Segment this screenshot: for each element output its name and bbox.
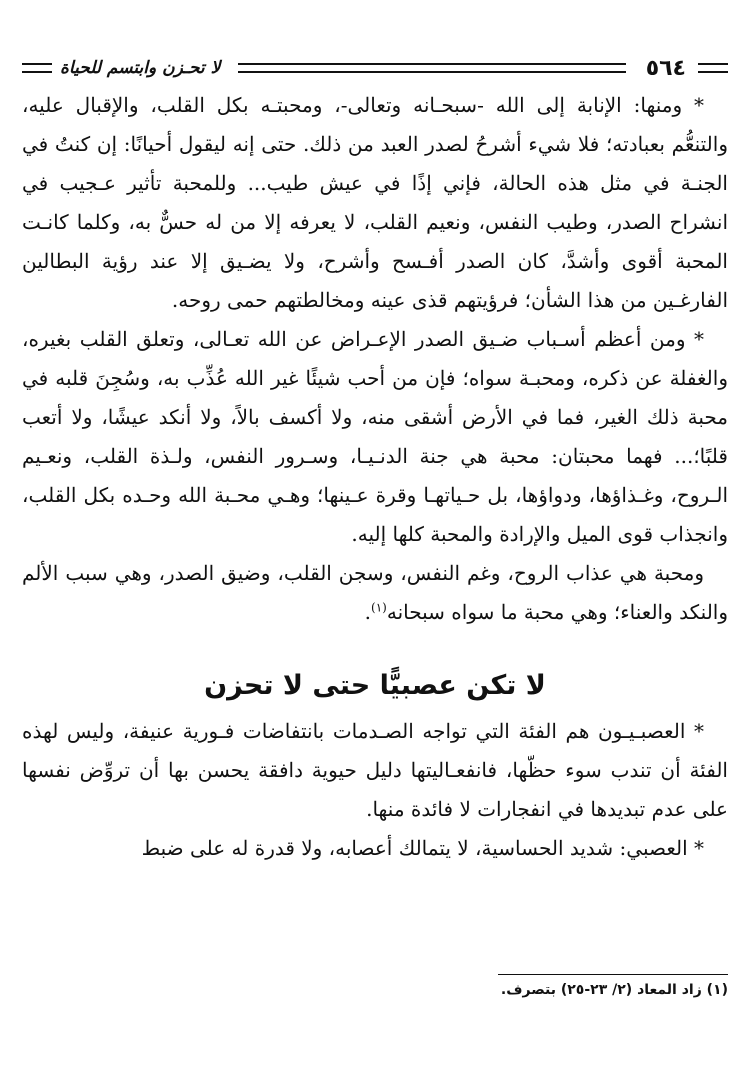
- page-number: ٥٦٤: [645, 55, 686, 81]
- book-page: [22, 40, 728, 1070]
- header-left-bars: [22, 63, 52, 73]
- section-heading: لا تكن عصبيًّا حتى لا تحزن: [204, 670, 546, 701]
- footnote-divider: [498, 974, 728, 975]
- paragraph-end: .: [364, 600, 372, 624]
- paragraph: [22, 554, 728, 632]
- page-header: [22, 50, 728, 86]
- footnote-marker: (١): [371, 600, 387, 615]
- paragraph: * العصبـيـون هم الفئة التي تواجه الصـدمات بانتفاضات فـورية عنيفة، وليس لهذه الفئة أن تندب سوء حظّها، فانفعـاليتها دليل حيوية دافقة يحسن بها أن تروِّض نفسها على عدم تبديدها في انفجارات لا فائدة منها.: [22, 719, 728, 821]
- running-title: لا تحـزن وابتسم للحياة: [60, 58, 221, 78]
- main-text: [22, 86, 728, 868]
- header-rule: [238, 63, 625, 73]
- footnote: (١) زاد المعاد (٢/ ٢٣-٢٥) بتصرف.: [500, 982, 728, 998]
- header-right-bars: [698, 63, 728, 73]
- paragraph: * العصبي: شديد الحساسية، لا يتمالك أعصابه، ولا قدرة له على ضبط: [141, 836, 704, 860]
- paragraph-text: ومحبة هي عذاب الروح، وغم النفس، وسجن القلب، وضيق الصدر، وهي سبب الألم والنكد والعناء؛ وهي محبة ما سواه سبحانه: [22, 561, 728, 624]
- paragraph: * ومنها: الإنابة إلى الله -سبحـانه وتعالى-، ومحبتـه بكل القلب، والإقبال عليه، والتنعُّم بعبادته؛ فلا شيء أشرحُ لصدر العبد من ذلك. حتى إنه ليقول أحيانًا: إن كنتُ في الجنـة في مثل هذه الحالة، فإني إذًا في عيش طيب... وللمحبة تأثير عـجيب في انشراح الصدر، وطيب النفس، ونعيم القلب، لا يعرفه إلا من له حسٌّ به، وكلما كانـت المحبة أقوى وأشدَّ، كان الصدر أفـسح وأشرح، ولا يضـيق إلا عند رؤية البطالين الفارغـين من هذا الشأن؛ فرؤيتهم قذى عينه ومخالطتهم حمى روحه.: [22, 93, 728, 312]
- paragraph: * ومن أعظم أسـباب ضـيق الصدر الإعـراض عن الله تعـالى، وتعلق القلب بغيره، والغفلة عن ذكره، ومحبـة سواه؛ فإن من أحب شيئًا غير الله عُذِّب به، وسُجِنَ قلبه في محبة ذلك الغير، فما في الأرض أشقى منه، ولا أكسف بالاً، ولا أنكد عيشًا، ولا أتعب قلبًا؛... فهما محبتان: محبة هي جنة الدنـيـا، وسـرور النفس، ولـذة القلب، ونعـيم الـروح، وغـذاؤها، ودواؤها، بل حـياتهـا وقرة عـينها؛ وهـي محـبة الله وحـده بكل القلب، وانجذاب قوى الميل والإرادة والمحبة كلها إليه.: [22, 327, 728, 546]
